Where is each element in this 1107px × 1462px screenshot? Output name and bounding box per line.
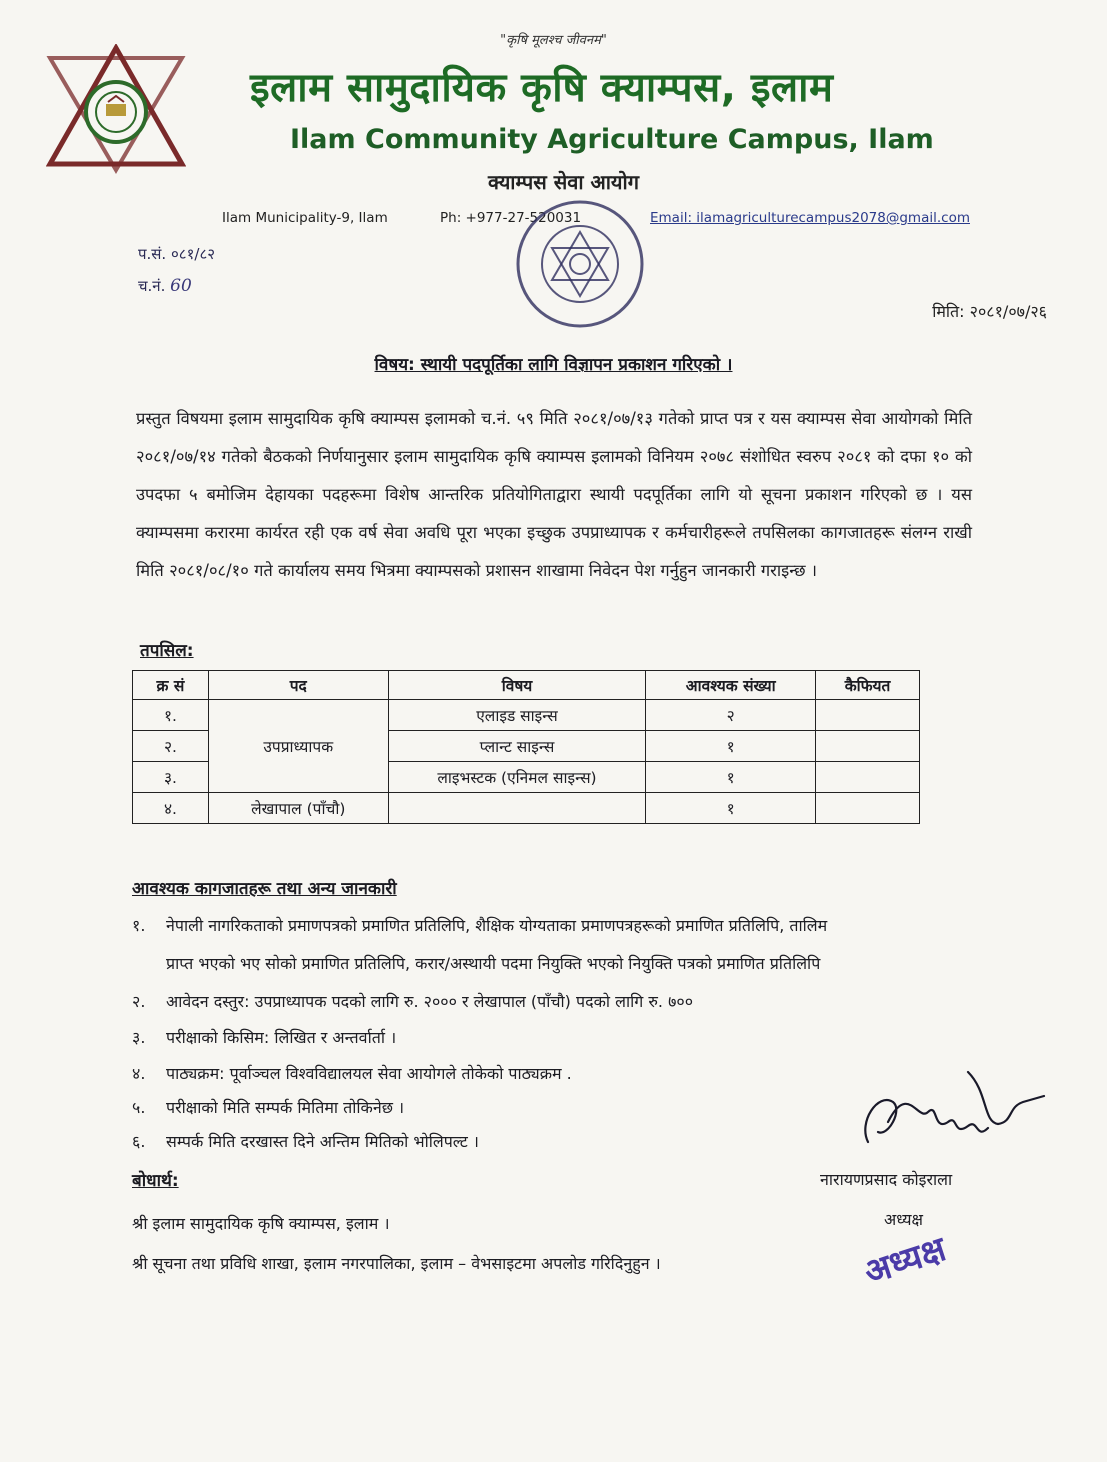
cell-sn: ३.: [133, 762, 209, 793]
ps-value: ०८१/८२: [170, 245, 216, 263]
list-item-text: सम्पर्क मिति दरखास्त दिने अन्तिम मितिको भोलिपल्ट ।: [166, 1132, 479, 1151]
cell-remarks: [816, 731, 920, 762]
campus-name-english: Ilam Community Agriculture Campus, Ilam: [290, 124, 934, 155]
cn-label: च.नं.: [138, 277, 166, 295]
cell-count: १: [646, 762, 816, 793]
list-item-number: १.: [132, 916, 146, 935]
list-item-number: २.: [132, 992, 146, 1011]
campus-name-nepali: इलाम सामुदायिक कृषि क्याम्पस, इलाम: [250, 65, 834, 111]
ps-label: प.सं.: [138, 245, 167, 263]
vacancy-table: [132, 670, 920, 824]
table-row: [133, 700, 920, 731]
cell-post: लेखापाल (पाँचौ): [208, 793, 388, 824]
letter-date: मिति: २०८१/०७/२६: [932, 302, 1047, 321]
list-item-number: ४.: [132, 1064, 146, 1083]
cell-count: १: [646, 793, 816, 824]
cell-remarks: [816, 700, 920, 731]
cell-remarks: [816, 762, 920, 793]
notice-body: प्रस्तुत विषयमा इलाम सामुदायिक कृषि क्याम्पस इलामको च.नं. ५९ मिति २०८१/०७/१३ गतेको प्राप्त पत्र र यस क्याम्पस सेवा आयोगको मिति २०८१/०७/१४ गतेको बैठकको निर्णयानुसार इलाम सामुदायिक कृषि क्याम्पस इलामको विनियम २०७८ संशोधित स्वरुप २०८१ को दफा १० को उपदफा ५ बमोजिम देहायका पदहरूमा विशेष आन्तरिक प्रतियोगिताद्वारा स्थायी पदपूर्तिका लागि यो सूचना प्रकाशन गरिएको छ । यस क्याम्पसमा करारमा कार्यरत रही एक वर्ष सेवा अवधि पूरा भएका इच्छुक उपप्राध्यापक र कर्मचारीहरूले तपसिलका कागजातहरू संलग्न राखी मिति २०८१/०८/१० गते कार्यालय समय भित्रमा क्याम्पसको प्रशासन शाखामा निवेदन पेश गर्नुहुन जानकारी गराइन्छ ।: [136, 409, 972, 580]
cc-heading: बोधार्थ:: [132, 1171, 179, 1191]
cell-count: १: [646, 731, 816, 762]
header-remarks: कैफियत: [816, 671, 920, 700]
cell-subject: एलाइड साइन्स: [388, 700, 646, 731]
header-count: आवश्यक संख्या: [646, 671, 816, 700]
commission-seal-stamp: [505, 198, 655, 330]
list-item-number: ६.: [132, 1132, 146, 1151]
handwritten-signature-icon: [848, 1062, 1048, 1172]
cell-count: २: [646, 700, 816, 731]
motto: "कृषि मूलश्च जीवनम": [500, 33, 607, 48]
email-link[interactable]: Email: ilamagriculturecampus2078@gmail.com: [650, 210, 970, 226]
header-sn: क्र सं: [133, 671, 209, 700]
cn-value: 60: [170, 276, 192, 296]
list-item-text: नेपाली नागरिकताको प्रमाणपत्रको प्रमाणित प्रतिलिपि, शैक्षिक योग्यताका प्रमाणपत्रहरूको प्रमाणित प्रतिलिपि, तालिम: [166, 916, 828, 935]
chairperson-stamp: अध्यक्ष: [859, 1229, 951, 1293]
subject-text: विषय: स्थायी पदपूर्तिका लागि विज्ञापन प्रकाशन गरिएको ।: [374, 355, 733, 375]
cell-sn: १.: [133, 700, 209, 731]
details-heading: तपसिल:: [140, 641, 194, 661]
documents-heading: आवश्यक कागजातहरू तथा अन्य जानकारी: [132, 879, 397, 899]
reference-ps: [138, 244, 215, 264]
list-item-text: आवेदन दस्तुर: उपप्राध्यापक पदको लागि रु. २००० र लेखापाल (पाँचौ) पदको लागि रु. ७००: [166, 992, 694, 1011]
list-item-number: ५.: [132, 1098, 146, 1117]
table-header-row: [133, 671, 920, 700]
reference-cn: [138, 276, 192, 296]
phone-number: Ph: +977-27-520031: [440, 210, 582, 226]
campus-logo-icon: [46, 44, 186, 174]
cell-subject: प्लान्ट साइन्स: [388, 731, 646, 762]
list-item-text: परीक्षाको किसिम: लिखित र अन्तर्वार्ता ।: [166, 1028, 397, 1047]
subject-line: [0, 352, 1107, 375]
cell-remarks: [816, 793, 920, 824]
list-item-text: पाठ्यक्रम: पूर्वाञ्चल विश्वविद्यालयल सेवा आयोगले तोकेको पाठ्यक्रम .: [166, 1064, 572, 1083]
list-item-number: ३.: [132, 1028, 146, 1047]
address: Ilam Municipality-9, Ilam: [222, 210, 388, 226]
cc-recipient-2: श्री सूचना तथा प्रविधि शाखा, इलाम नगरपालिका, इलाम – वेभसाइटमा अपलोड गरिदिनुहुन ।: [132, 1254, 661, 1273]
cell-subject: [388, 793, 646, 824]
header-subject: विषय: [388, 671, 646, 700]
cc-recipient-1: श्री इलाम सामुदायिक कृषि क्याम्पस, इलाम ।: [132, 1214, 390, 1233]
cell-sn: २.: [133, 731, 209, 762]
list-item-continuation: प्राप्त भएको भए सोको प्रमाणित प्रतिलिपि, करार/अस्थायी पदमा नियुक्ति भएको नियुक्ति पत्रको प्रमाणित प्रतिलिपि: [166, 954, 821, 973]
cell-subject: लाइभस्टक (एनिमल साइन्स): [388, 762, 646, 793]
cell-sn: ४.: [133, 793, 209, 824]
commission-name: क्याम्पस सेवा आयोग: [488, 170, 639, 194]
list-item-text: परीक्षाको मिति सम्पर्क मितिमा तोकिनेछ ।: [166, 1098, 405, 1117]
table-row: [133, 793, 920, 824]
signatory-title: अध्यक्ष: [884, 1210, 923, 1229]
cell-post: उपप्राध्यापक: [208, 700, 388, 793]
signatory-name: नारायणप्रसाद कोइराला: [820, 1170, 953, 1189]
header-post: पद: [208, 671, 388, 700]
